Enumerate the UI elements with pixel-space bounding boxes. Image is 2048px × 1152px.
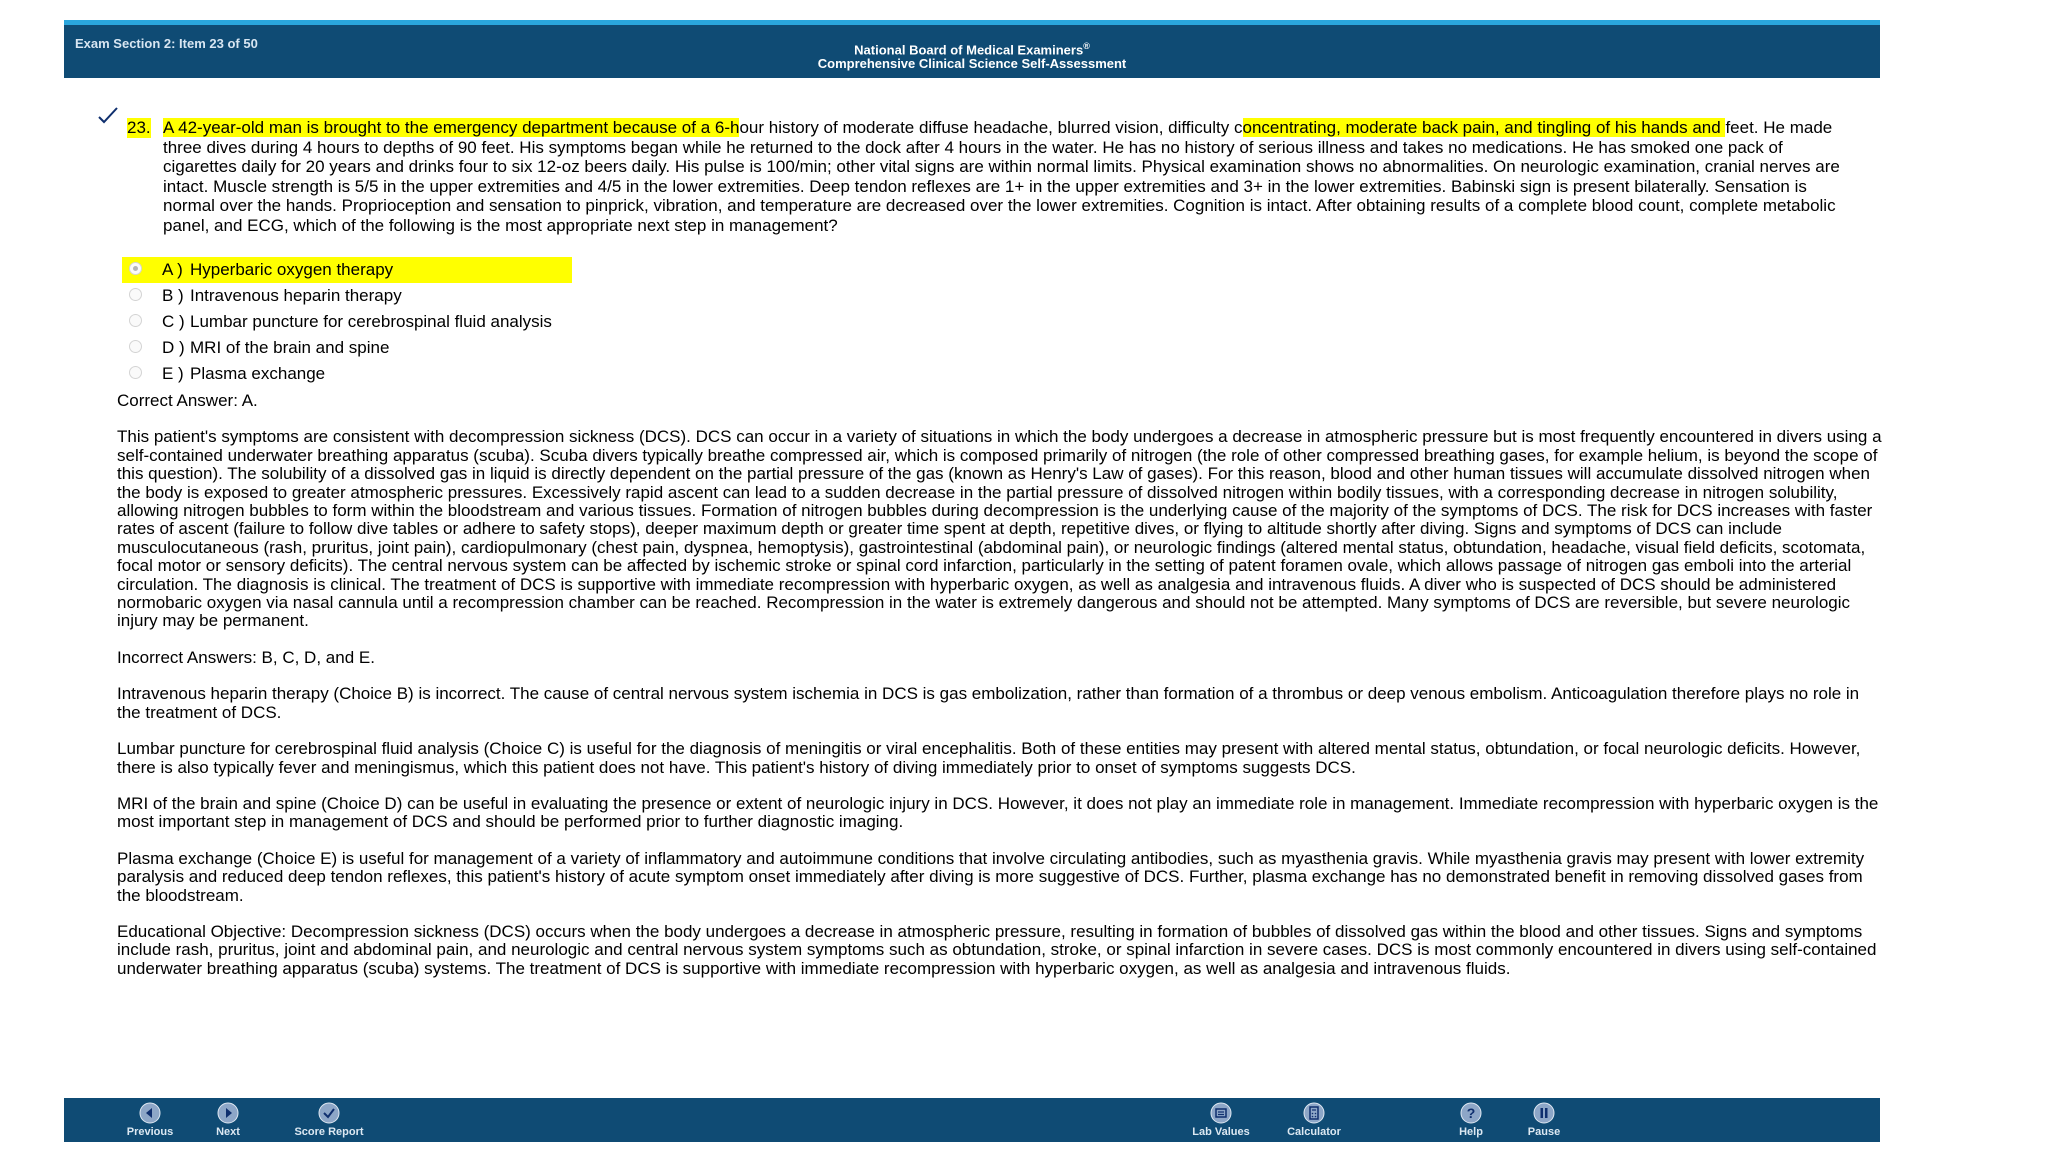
question-icon <box>1460 1102 1482 1124</box>
exam-subtitle: Comprehensive Clinical Science Self-Assessment <box>817 56 1127 72</box>
radio-button-a[interactable] <box>129 262 142 275</box>
question-number: 23. <box>127 118 151 137</box>
calculator-icon <box>1303 1102 1325 1124</box>
choice-d[interactable] <box>122 335 572 361</box>
choice-c-explanation: Lumbar puncture for cerebrospinal fluid analysis (Choice C) is useful for the diagnosis of meningitis or viral encephalitis. Both of these entities may present with altered mental status, obtundation, or focal neurologic deficits. However, there is also typically fever and meningismus, which this patient does not have. This patient's history of diving immediately prior to onset of symptoms suggests DCS. <box>117 739 1861 777</box>
next-button[interactable] <box>188 1102 268 1142</box>
next-label: Next <box>216 1126 240 1138</box>
previous-button[interactable] <box>110 1102 190 1142</box>
board-name: National Board of Medical Examiners <box>854 42 1084 58</box>
correct-answer: Correct Answer: A. <box>117 391 258 410</box>
choice-text: MRI of the brain and spine <box>190 338 390 357</box>
stem-text-1: our history of moderate diffuse headache, blurred vision, difficulty c <box>739 118 1243 137</box>
answer-explanation <box>117 392 1882 996</box>
choice-letter: A ) <box>162 260 183 279</box>
radio-button-d[interactable] <box>129 340 142 353</box>
lab-flask-icon <box>1210 1102 1232 1124</box>
exam-section-label: Exam Section 2: Item 23 of 50 <box>75 36 258 51</box>
choice-letter: B ) <box>162 286 184 305</box>
choice-text: Lumbar puncture for cerebrospinal fluid analysis <box>190 312 552 331</box>
choice-text: Intravenous heparin therapy <box>190 286 402 305</box>
choice-letter: C ) <box>162 312 185 331</box>
stem-highlight-1: A 42-year-old man is brought to the emergency department because of a 6-h <box>163 118 740 137</box>
arrow-left-icon <box>139 1102 161 1124</box>
exam-header <box>64 20 1880 78</box>
answer-choices <box>122 257 572 387</box>
educational-objective: Educational Objective: Decompression sickness (DCS) occurs when the body undergoes a decrease in atmospheric pressure, resulting in formation of bubbles of dissolved gas within the blood and other tissues. Signs and symptoms include rash, pruritus, joint and abdominal pain, and neurologic and central nervous system symptoms such as obtundation, stroke, or spinal infarction in severe cases. DCS is most commonly encountered in divers using self-contained underwater breathing apparatus (scuba) systems. The treatment of DCS is supportive with immediate recompression with hyperbaric oxygen, as well as analgesia and intravenous fluids. <box>117 921 1877 978</box>
choice-b[interactable] <box>122 283 572 309</box>
navigation-toolbar <box>64 1098 1880 1142</box>
help-button[interactable] <box>1431 1102 1511 1142</box>
correct-answer-explanation: This patient's symptoms are consistent with decompression sickness (DCS). DCS can occur in a variety of situations in which the body undergoes a decrease in atmospheric pressure but is most frequently encountered in divers using a self-contained underwater breathing apparatus (scuba). Scuba divers typically breathe compressed air, which is composed primarily of nitrogen (the role of other compressed breathing gases, for example helium, is beyond the scope of this question). The solubility of a dissolved gas in liquid is directly dependent on the partial pressure of the gas (known as Henry's Law of gases). For this reason, blood and other human tissues will accumulate dissolved nitrogen when the body is exposed to greater atmospheric pressures. Excessively rapid ascent can lead to a sudden decrease in the partial pressure of dissolved nitrogen within bodily tissues, with a corresponding decrease in nitrogen solubility, allowing nitrogen bubbles to form within the bloodstream and various tissues. Formation of nitrogen bubbles during decompression is the underlying cause of the majority of the symptoms of DCS. The risk for DCS increases with faster rates of ascent (failure to follow dive tables or adhere to safety stops), deeper maximum depth or greater time spent at depth, repetitive dives, or flying to altitude shortly after diving. Signs and symptoms of DCS can include musculocutaneous (rash, pruritus, joint pain), cardiopulmonary (chest pain, dyspnea, hemoptysis), gastrointestinal (abdominal pain), or neurologic findings (altered mental status, obtundation, headache, visual field deficits, scotomata, focal motor or sensory deficits). The central nervous system can be affected by ischemic stroke or spinal cord infarction, particularly in the setting of patent foramen ovale, which allows passage of nitrogen gas emboli into the arterial circulation. The diagnosis is clinical. The treatment of DCS is supportive with immediate recompression with hyperbaric oxygen, as well as analgesia and intravenous fluids. A diver who is suspected of DCS should be administered normobaric oxygen via nasal cannula until a recompression chamber can be reached. Recompression in the water is extremely dangerous and should not be attempted. Many symptoms of DCS are reversible, but severe neurologic injury may be permanent. <box>117 427 1882 631</box>
pause-icon <box>1533 1102 1555 1124</box>
lab-values-label: Lab Values <box>1192 1126 1250 1138</box>
checkmark-icon <box>97 105 119 127</box>
stem-highlight-2: oncentrating, moderate back pain, and tingling of his hands and <box>1242 118 1726 137</box>
pause-button[interactable] <box>1504 1102 1584 1142</box>
radio-button-c[interactable] <box>129 314 142 327</box>
radio-button-b[interactable] <box>129 288 142 301</box>
choice-b-explanation: Intravenous heparin therapy (Choice B) is incorrect. The cause of central nervous system ischemia in DCS is gas embolization, rather than formation of a thrombus or deep venous embolism. Anticoagulation therefore plays no role in the treatment of DCS. <box>117 684 1860 722</box>
choice-c[interactable] <box>122 309 572 335</box>
calculator-button[interactable] <box>1274 1102 1354 1142</box>
incorrect-answers: Incorrect Answers: B, C, D, and E. <box>117 647 375 667</box>
registered-mark: ® <box>1083 41 1090 51</box>
choice-letter: E ) <box>162 364 184 383</box>
board-title <box>64 39 1880 71</box>
previous-label: Previous <box>126 1126 174 1138</box>
choice-a[interactable] <box>122 257 572 283</box>
question-text <box>163 118 1847 236</box>
check-circle-icon <box>318 1102 340 1124</box>
pause-label: Pause <box>1527 1126 1561 1138</box>
choice-text: Hyperbaric oxygen therapy <box>190 260 394 279</box>
svg-text:?: ? <box>1466 1105 1476 1121</box>
question-stem <box>127 118 1847 236</box>
choice-letter: D ) <box>162 338 185 357</box>
score-report-label: Score Report <box>294 1126 364 1138</box>
lab-values-button[interactable] <box>1181 1102 1261 1142</box>
score-report-button[interactable] <box>289 1102 369 1142</box>
choice-d-explanation: MRI of the brain and spine (Choice D) can be useful in evaluating the presence or extent of neurologic injury in DCS. However, it does not play an immediate role in management. Immediate recompression with hyperbaric oxygen is the most important step in management of DCS and should be performed prior to further diagnostic imaging. <box>117 793 1879 832</box>
choice-text: Plasma exchange <box>190 364 326 383</box>
calculator-label: Calculator <box>1287 1126 1341 1138</box>
choice-e-explanation: Plasma exchange (Choice E) is useful for management of a variety of inflammatory and autoimmune conditions that involve circulating antibodies, such as myasthenia gravis. While myasthenia gravis may present with lower extremity paralysis and reduced deep tendon reflexes, this patient's history of acute symptom onset immediately after diving is more suggestive of DCS. Further, plasma exchange has no demonstrated benefit in removing dissolved gases from the bloodstream. <box>117 848 1865 905</box>
radio-button-e[interactable] <box>129 366 142 379</box>
stem-text-2: feet. He made three dives during 4 hours to depths of 90 feet. His symptoms began while he returned to the dock after 4 hours in the water. He has no history of serious illness and takes no medications. He has smoked one pack of cigarettes daily for 20 years and drinks four to six 12-oz beers daily. His pulse is 100/min; other vital signs are within normal limits. Physical examination shows no abnormalities. On neurologic examination, cranial nerves are intact. Muscle strength is 5/5 in the upper extremities and 4/5 in the lower extremities. Deep tendon reflexes are 1+ in the upper extremities and 3+ in the lower extremities. Babinski sign is present bilaterally. Sensation is normal over the hands. Proprioception and sensation to pinprick, vibration, and temperature are decreased over the lower extremities. Cognition is intact. After obtaining results of a complete blood count, complete metabolic panel, and ECG, which of the following is the most appropriate next step in management? <box>163 118 1840 235</box>
arrow-right-icon <box>217 1102 239 1124</box>
help-label: Help <box>1459 1126 1483 1138</box>
choice-e[interactable] <box>122 361 572 387</box>
